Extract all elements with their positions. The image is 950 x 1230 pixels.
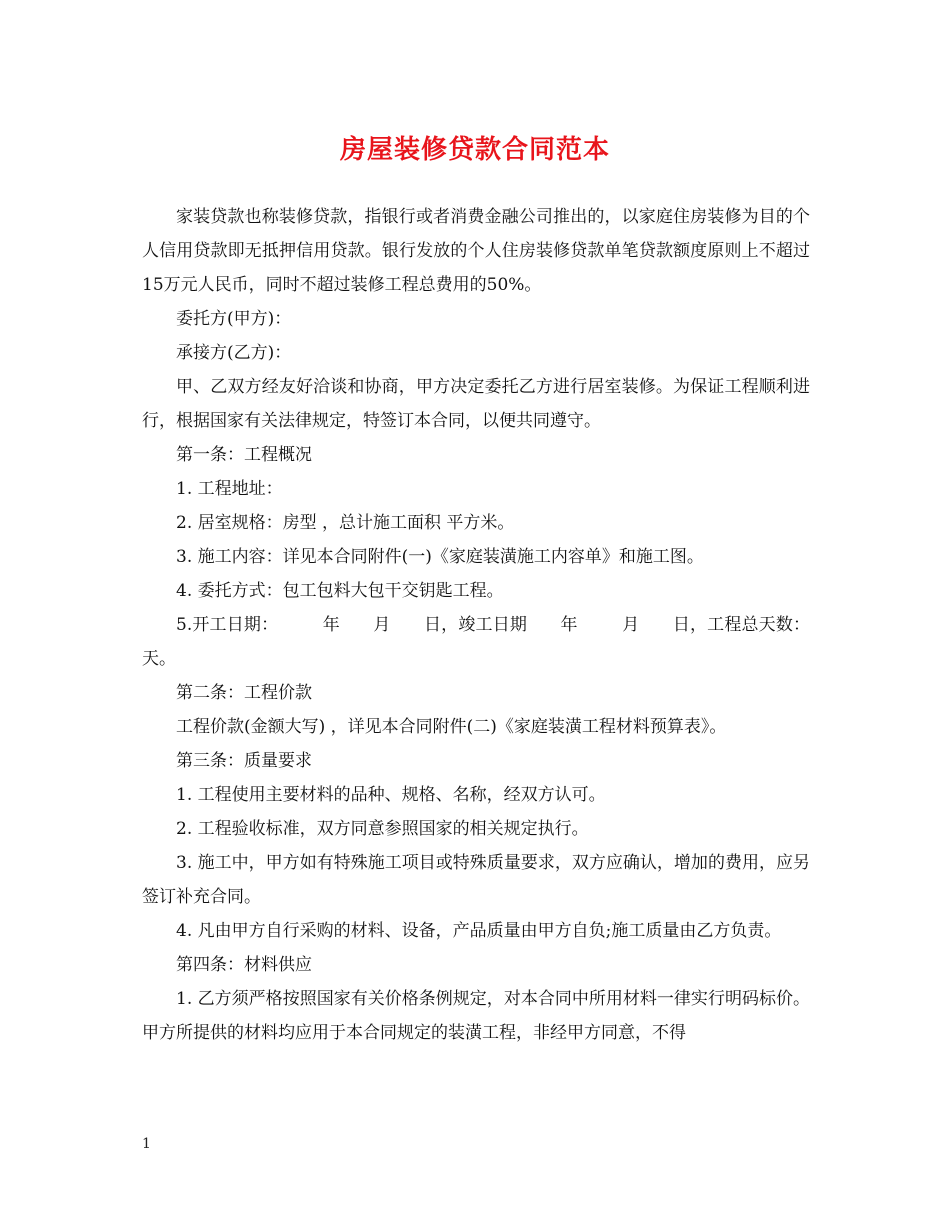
article-1-item-5: 5.开工日期： 年 月 日，竣工日期 年 月 日，工程总天数： 天。 (142, 615, 843, 669)
article-1-heading: 第一条：工程概况 (176, 445, 312, 465)
article-3-item-4: 4. 凡由甲方自行采购的材料、设备，产品质量由甲方自负;施工质量由乙方负责。 (176, 921, 782, 941)
page-number: 1 (142, 1136, 151, 1152)
article-4-heading: 第四条：材料供应 (176, 955, 312, 975)
article-4-item-1: 1. 乙方须严格按照国家有关价格条例规定，对本合同中所用材料一律实行明码标价。甲方所提供的材料均应用于本合同规定的装潢工程，非经甲方同意，不得 (142, 989, 810, 1043)
agreement-paragraph: 甲、乙双方经友好洽谈和协商，甲方决定委托乙方进行居室装修。为保证工程顺利进行，根据国家有关法律规定，特签订本合同，以便共同遵守。 (142, 377, 810, 431)
document-body (142, 200, 843, 1050)
article-1-item-2: 2. 居室规格：房型 ，总计施工面积 平方米。 (176, 513, 515, 533)
document-title: 房屋装修贷款合同范本 (339, 135, 610, 165)
article-2-body: 工程价款(金额大写) ，详见本合同附件(二)《家庭装潢工程材料预算表》。 (176, 717, 727, 737)
article-1-item-4: 4. 委托方式：包工包料大包干交钥匙工程。 (176, 581, 504, 601)
party-b-line: 承接方(乙方)： (176, 343, 292, 363)
intro-paragraph: 家装贷款也称装修贷款，指银行或者消费金融公司推出的，以家庭住房装修为目的个人信用贷款即无抵押信用贷款。银行发放的个人住房装修贷款单笔贷款额度原则上不超过15万元人民币，同时不超过装修工程总费用的50%。 (142, 207, 810, 295)
article-3-item-1: 1. 工程使用主要材料的品种、规格、名称，经双方认可。 (176, 785, 606, 805)
article-3-heading: 第三条：质量要求 (176, 751, 312, 771)
article-3-item-2: 2. 工程验收标准，双方同意参照国家的相关规定执行。 (176, 819, 589, 839)
article-1-item-1: 1. 工程地址： (176, 479, 283, 499)
article-3-item-3: 3. 施工中，甲方如有特殊施工项目或特殊质量要求，双方应确认，增加的费用，应另签订补充合同。 (142, 853, 810, 907)
article-2-heading: 第二条：工程价款 (176, 683, 312, 703)
party-a-line: 委托方(甲方)： (176, 309, 292, 329)
article-1-item-3: 3. 施工内容：详见本合同附件(一)《家庭装潢施工内容单》和施工图。 (176, 547, 704, 567)
